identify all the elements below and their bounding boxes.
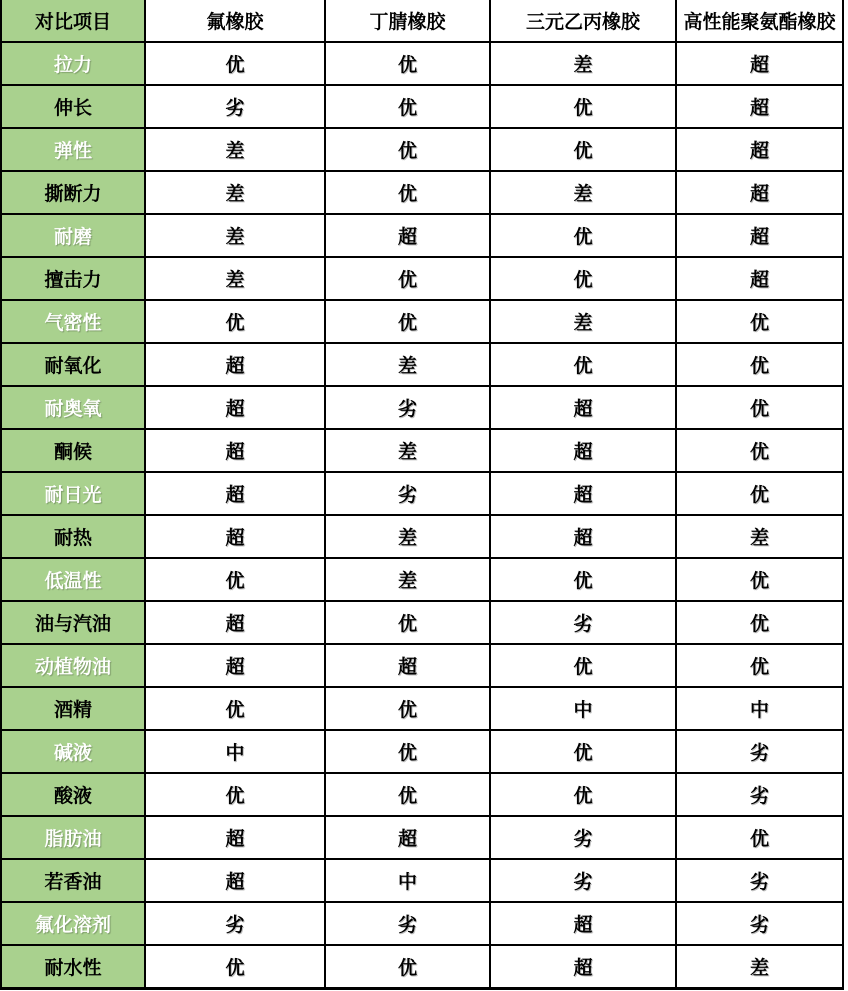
value-cell: 超 xyxy=(490,429,676,472)
value-cell: 中 xyxy=(325,859,490,902)
value-cell: 劣 xyxy=(676,902,843,945)
row-label-cell: 耐奥氧 xyxy=(1,386,145,429)
value-cell: 超 xyxy=(490,472,676,515)
value-cell: 优 xyxy=(325,128,490,171)
row-label-cell: 油与汽油 xyxy=(1,601,145,644)
value-cell: 差 xyxy=(325,429,490,472)
value-cell: 劣 xyxy=(325,386,490,429)
value-cell: 超 xyxy=(325,214,490,257)
table-row xyxy=(1,601,843,644)
row-label-cell: 耐日光 xyxy=(1,472,145,515)
table-row xyxy=(1,859,843,902)
table-row xyxy=(1,558,843,601)
table-row xyxy=(1,644,843,687)
value-cell: 超 xyxy=(145,429,325,472)
header-cell-epdm-rubber: 三元乙丙橡胶 xyxy=(490,0,676,42)
row-label-cell: 拉力 xyxy=(1,42,145,85)
value-cell: 超 xyxy=(325,644,490,687)
value-cell: 劣 xyxy=(145,85,325,128)
header-row xyxy=(1,0,843,42)
value-cell: 超 xyxy=(676,214,843,257)
row-label-cell: 擅击力 xyxy=(1,257,145,300)
row-label-cell: 脂肪油 xyxy=(1,816,145,859)
header-cell-compare-item: 对比项目 xyxy=(1,0,145,42)
value-cell: 优 xyxy=(676,644,843,687)
value-cell: 优 xyxy=(325,300,490,343)
value-cell: 差 xyxy=(325,558,490,601)
value-cell: 超 xyxy=(676,85,843,128)
value-cell: 优 xyxy=(325,730,490,773)
row-label-cell: 酸液 xyxy=(1,773,145,816)
table-row xyxy=(1,816,843,859)
value-cell: 优 xyxy=(676,558,843,601)
value-cell: 差 xyxy=(145,128,325,171)
table-row xyxy=(1,472,843,515)
value-cell: 优 xyxy=(145,42,325,85)
row-label-cell: 耐热 xyxy=(1,515,145,558)
value-cell: 劣 xyxy=(676,730,843,773)
value-cell: 优 xyxy=(490,214,676,257)
value-cell: 差 xyxy=(325,343,490,386)
value-cell: 差 xyxy=(145,171,325,214)
value-cell: 优 xyxy=(325,601,490,644)
value-cell: 超 xyxy=(490,945,676,989)
table-body xyxy=(1,42,843,989)
value-cell: 差 xyxy=(490,171,676,214)
value-cell: 超 xyxy=(145,601,325,644)
value-cell: 超 xyxy=(145,386,325,429)
table-row xyxy=(1,85,843,128)
table-row xyxy=(1,257,843,300)
value-cell: 超 xyxy=(490,515,676,558)
value-cell: 差 xyxy=(325,515,490,558)
header-cell-polyurethane-rubber: 高性能聚氨酯橡胶 xyxy=(676,0,843,42)
value-cell: 优 xyxy=(676,386,843,429)
table-row xyxy=(1,902,843,945)
header-cell-nitrile-rubber: 丁腈橡胶 xyxy=(325,0,490,42)
value-cell: 优 xyxy=(490,343,676,386)
value-cell: 优 xyxy=(145,558,325,601)
value-cell: 优 xyxy=(325,945,490,989)
value-cell: 超 xyxy=(676,257,843,300)
value-cell: 优 xyxy=(490,85,676,128)
row-label-cell: 耐磨 xyxy=(1,214,145,257)
value-cell: 优 xyxy=(145,300,325,343)
value-cell: 中 xyxy=(145,730,325,773)
value-cell: 超 xyxy=(145,816,325,859)
table-row xyxy=(1,343,843,386)
value-cell: 优 xyxy=(676,429,843,472)
value-cell: 超 xyxy=(145,515,325,558)
row-label-cell: 酒精 xyxy=(1,687,145,730)
table-row xyxy=(1,171,843,214)
value-cell: 差 xyxy=(145,214,325,257)
value-cell: 差 xyxy=(676,945,843,989)
row-label-cell: 低温性 xyxy=(1,558,145,601)
table-row xyxy=(1,515,843,558)
value-cell: 优 xyxy=(145,773,325,816)
value-cell: 超 xyxy=(490,386,676,429)
header-cell-fluororubber: 氟橡胶 xyxy=(145,0,325,42)
table-row xyxy=(1,730,843,773)
row-label-cell: 酮候 xyxy=(1,429,145,472)
row-label-cell: 氟化溶剂 xyxy=(1,902,145,945)
value-cell: 优 xyxy=(325,85,490,128)
row-label-cell: 气密性 xyxy=(1,300,145,343)
row-label-cell: 若香油 xyxy=(1,859,145,902)
value-cell: 差 xyxy=(145,257,325,300)
table-row xyxy=(1,300,843,343)
row-label-cell: 耐氧化 xyxy=(1,343,145,386)
value-cell: 优 xyxy=(490,128,676,171)
value-cell: 优 xyxy=(145,687,325,730)
value-cell: 劣 xyxy=(490,816,676,859)
value-cell: 超 xyxy=(676,42,843,85)
value-cell: 超 xyxy=(145,644,325,687)
table-row xyxy=(1,42,843,85)
table-row xyxy=(1,214,843,257)
value-cell: 劣 xyxy=(676,773,843,816)
value-cell: 优 xyxy=(145,945,325,989)
value-cell: 劣 xyxy=(490,859,676,902)
value-cell: 优 xyxy=(676,343,843,386)
value-cell: 优 xyxy=(490,773,676,816)
value-cell: 优 xyxy=(490,558,676,601)
value-cell: 超 xyxy=(676,171,843,214)
value-cell: 超 xyxy=(490,902,676,945)
value-cell: 优 xyxy=(325,171,490,214)
value-cell: 差 xyxy=(676,515,843,558)
value-cell: 超 xyxy=(145,859,325,902)
value-cell: 差 xyxy=(490,42,676,85)
value-cell: 优 xyxy=(490,644,676,687)
table-row xyxy=(1,386,843,429)
value-cell: 优 xyxy=(325,687,490,730)
value-cell: 超 xyxy=(145,472,325,515)
value-cell: 劣 xyxy=(325,902,490,945)
value-cell: 劣 xyxy=(490,601,676,644)
value-cell: 优 xyxy=(490,257,676,300)
value-cell: 优 xyxy=(325,42,490,85)
value-cell: 中 xyxy=(490,687,676,730)
value-cell: 超 xyxy=(676,128,843,171)
table-row xyxy=(1,429,843,472)
row-label-cell: 耐水性 xyxy=(1,945,145,989)
value-cell: 优 xyxy=(490,730,676,773)
row-label-cell: 伸长 xyxy=(1,85,145,128)
row-label-cell: 撕断力 xyxy=(1,171,145,214)
value-cell: 优 xyxy=(325,257,490,300)
value-cell: 优 xyxy=(676,472,843,515)
value-cell: 劣 xyxy=(145,902,325,945)
value-cell: 超 xyxy=(325,816,490,859)
table-row xyxy=(1,128,843,171)
value-cell: 劣 xyxy=(676,859,843,902)
value-cell: 优 xyxy=(325,773,490,816)
table-row xyxy=(1,687,843,730)
table-row xyxy=(1,773,843,816)
value-cell: 差 xyxy=(490,300,676,343)
value-cell: 优 xyxy=(676,816,843,859)
value-cell: 优 xyxy=(676,300,843,343)
row-label-cell: 弹性 xyxy=(1,128,145,171)
value-cell: 超 xyxy=(145,343,325,386)
row-label-cell: 动植物油 xyxy=(1,644,145,687)
value-cell: 劣 xyxy=(325,472,490,515)
row-label-cell: 碱液 xyxy=(1,730,145,773)
value-cell: 中 xyxy=(676,687,843,730)
table-row xyxy=(1,945,843,989)
value-cell: 优 xyxy=(676,601,843,644)
